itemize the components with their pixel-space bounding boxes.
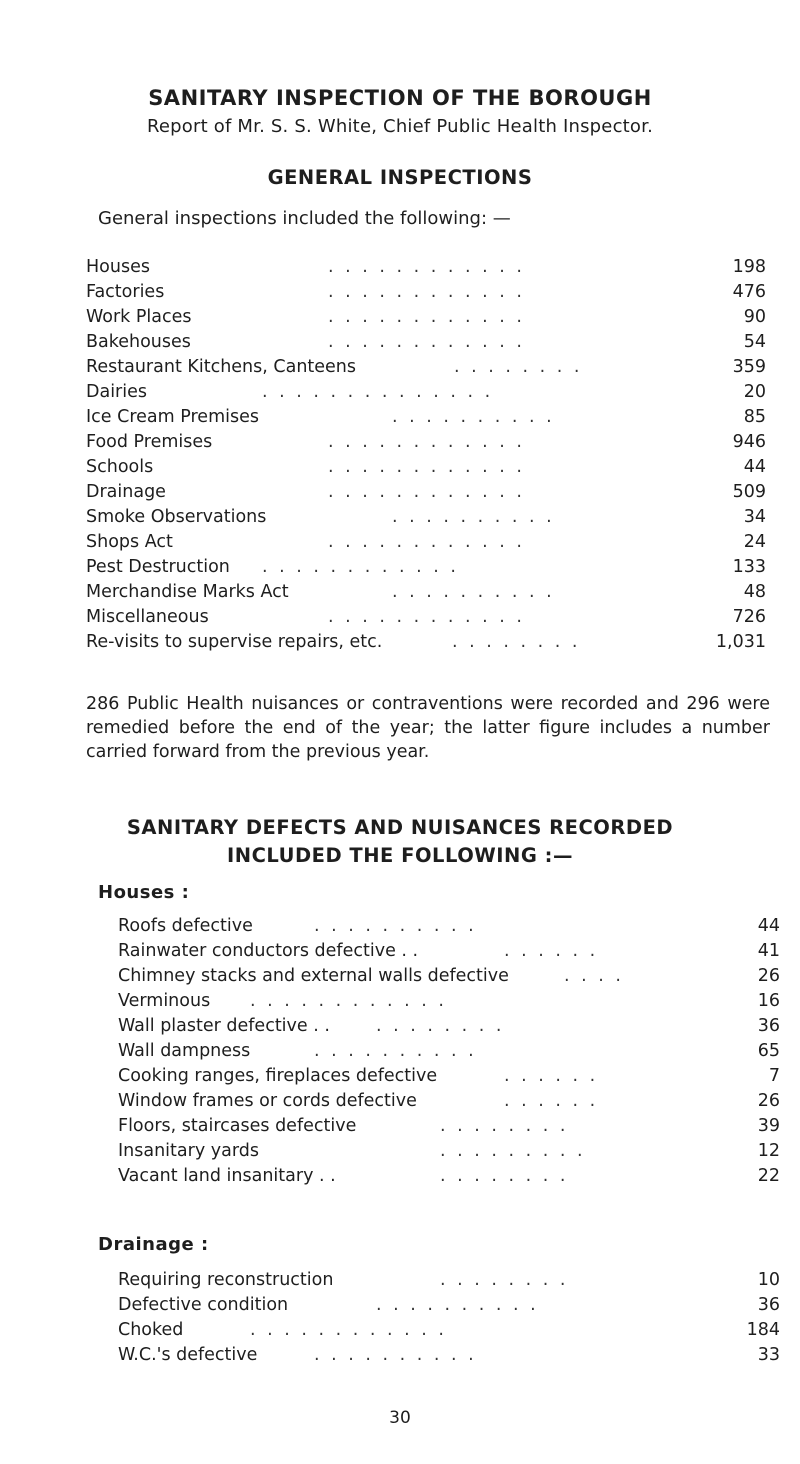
item-label: Wall dampness <box>118 1041 251 1061</box>
general-intro: General inspections included the following: — <box>98 208 511 229</box>
item-label: Roofs defective <box>118 916 253 936</box>
item-label: Pest Destruction <box>86 557 230 577</box>
leader-dots: . . . . . . <box>504 1091 599 1111</box>
leader-dots: . . . . . . . . . . <box>392 582 555 602</box>
item-value: 54 <box>743 332 766 352</box>
item-label: Dairies <box>86 382 148 402</box>
page-subtitle: Report of Mr. S. S. White, Chief Public Health Inspector. <box>146 116 654 137</box>
item-value: 85 <box>743 407 766 427</box>
list-item <box>118 1089 780 1113</box>
item-value: 946 <box>732 432 766 452</box>
item-value: 44 <box>757 916 780 936</box>
leader-dots: . . . . . . . . . . <box>392 407 555 427</box>
list-item <box>118 1039 780 1063</box>
item-value: 10 <box>757 1270 780 1290</box>
leader-dots: . . . . . . . . . . . . <box>328 607 525 627</box>
item-value: 41 <box>757 941 780 961</box>
item-value: 198 <box>732 257 766 277</box>
item-label: Drainage <box>86 482 166 502</box>
leader-dots: . . . . . . . . . . <box>314 1041 477 1061</box>
item-label: Food Premises <box>86 432 213 452</box>
list-item <box>118 1014 780 1038</box>
houses-heading: Houses : <box>98 882 190 903</box>
item-label: Ice Cream Premises <box>86 407 259 427</box>
leader-dots: . . . . . . . . . . <box>314 1345 477 1365</box>
item-value: 22 <box>757 1166 780 1186</box>
leader-dots: . . . . . . . . <box>454 357 583 377</box>
item-value: 133 <box>732 557 766 577</box>
item-value: 34 <box>743 507 766 527</box>
item-value: 48 <box>743 582 766 602</box>
item-label: Cooking ranges, fireplaces defective <box>118 1066 438 1086</box>
item-label: Insanitary yards <box>118 1141 259 1161</box>
leader-dots: . . . . . . . . . . . . <box>262 557 459 577</box>
leader-dots: . . . . . . . . . . . . <box>328 257 525 277</box>
leader-dots: . . . . . . . . . . . . <box>328 532 525 552</box>
list-item <box>118 1164 780 1188</box>
list-item <box>86 355 766 379</box>
list-item <box>118 1318 780 1342</box>
item-value: 90 <box>743 307 766 327</box>
item-value: 33 <box>757 1345 780 1365</box>
item-value: 359 <box>732 357 766 377</box>
list-item <box>86 580 766 604</box>
item-label: Chimney stacks and external walls defective <box>118 966 509 986</box>
item-label: Window frames or cords defective <box>118 1091 417 1111</box>
item-value: 36 <box>757 1295 780 1315</box>
list-item <box>86 530 766 554</box>
item-value: 36 <box>757 1016 780 1036</box>
list-item <box>118 1293 780 1317</box>
item-value: 509 <box>732 482 766 502</box>
leader-dots: . . . . . . . . . . . . <box>250 991 447 1011</box>
list-item <box>86 480 766 504</box>
item-value: 44 <box>743 457 766 477</box>
item-value: 12 <box>757 1141 780 1161</box>
item-label: Verminous <box>118 991 211 1011</box>
leader-dots: . . . . <box>564 966 624 986</box>
leader-dots: . . . . . . . . <box>440 1116 569 1136</box>
nuisances-summary: 286 Public Health nuisances or contraventions were recorded and 296 were remedied before the end of the year; the latter figure includes a number carried forward from the previous year. <box>86 694 770 762</box>
list-item <box>86 505 766 529</box>
item-value: 476 <box>732 282 766 302</box>
leader-dots: . . . . . . . . <box>440 1166 569 1186</box>
leader-dots: . . . . . . . . . . <box>376 1295 539 1315</box>
page-number: 30 <box>389 1408 411 1428</box>
list-item <box>86 255 766 279</box>
list-item <box>86 330 766 354</box>
leader-dots: . . . . . . . . . . <box>392 507 555 527</box>
item-label: Merchandise Marks Act <box>86 582 289 602</box>
leader-dots: . . . . . . . . . . . . <box>328 282 525 302</box>
item-value: 726 <box>732 607 766 627</box>
item-label: Vacant land insanitary . . <box>118 1166 336 1186</box>
leader-dots: . . . . . . . . . . . . <box>328 432 525 452</box>
leader-dots: . . . . . . . . . . <box>314 916 477 936</box>
leader-dots: . . . . . . . . <box>376 1016 505 1036</box>
item-label: Work Places <box>86 307 192 327</box>
list-item <box>118 914 780 938</box>
list-item <box>118 1139 780 1163</box>
list-item <box>86 280 766 304</box>
leader-dots: . . . . . . <box>504 941 599 961</box>
item-label: Floors, staircases defective <box>118 1116 357 1136</box>
item-label: W.C.'s defective <box>118 1345 258 1365</box>
leader-dots: . . . . . . . . <box>452 632 581 652</box>
general-inspections-heading: GENERAL INSPECTIONS <box>267 166 533 189</box>
list-item <box>86 555 766 579</box>
list-item <box>118 1268 780 1292</box>
list-item <box>86 305 766 329</box>
drainage-heading: Drainage : <box>98 1234 209 1255</box>
list-item <box>86 455 766 479</box>
item-label: Wall plaster defective . . <box>118 1016 330 1036</box>
item-label: Choked <box>118 1320 184 1340</box>
leader-dots: . . . . . . . . . . . . <box>328 482 525 502</box>
item-value: 7 <box>768 1066 780 1086</box>
leader-dots: . . . . . . . . . . . . <box>328 332 525 352</box>
leader-dots: . . . . . . <box>504 1066 599 1086</box>
item-label: Schools <box>86 457 154 477</box>
list-item <box>118 989 780 1013</box>
item-value: 1,031 <box>715 632 766 652</box>
item-label: Restaurant Kitchens, Canteens <box>86 357 357 377</box>
item-value: 16 <box>757 991 780 1011</box>
item-value: 39 <box>757 1116 780 1136</box>
item-label: Rainwater conductors defective . . <box>118 941 419 961</box>
list-item <box>86 405 766 429</box>
item-label: Re-visits to supervise repairs, etc. <box>86 632 383 652</box>
list-item <box>118 964 780 988</box>
item-label: Shops Act <box>86 532 173 552</box>
list-item <box>118 1114 780 1138</box>
item-label: Miscellaneous <box>86 607 209 627</box>
item-label: Houses <box>86 257 150 277</box>
item-value: 184 <box>746 1320 780 1340</box>
item-label: Requiring reconstruction <box>118 1270 334 1290</box>
defects-heading-line1: SANITARY DEFECTS AND NUISANCES RECORDED <box>126 816 674 839</box>
leader-dots: . . . . . . . . . . . . <box>250 1320 447 1340</box>
leader-dots: . . . . . . . . . <box>440 1141 586 1161</box>
list-item <box>86 605 766 629</box>
leader-dots: . . . . . . . . <box>440 1270 569 1290</box>
leader-dots: . . . . . . . . . . . . . . <box>262 382 494 402</box>
item-value: 26 <box>757 966 780 986</box>
list-item <box>86 630 766 654</box>
list-item <box>118 1343 780 1367</box>
item-value: 65 <box>757 1041 780 1061</box>
item-label: Bakehouses <box>86 332 191 352</box>
item-value: 26 <box>757 1091 780 1111</box>
defects-heading-line2: INCLUDED THE FOLLOWING :— <box>227 844 573 867</box>
list-item <box>86 430 766 454</box>
list-item <box>118 1064 780 1088</box>
leader-dots: . . . . . . . . . . . . <box>328 457 525 477</box>
item-value: 20 <box>743 382 766 402</box>
item-label: Factories <box>86 282 165 302</box>
list-item <box>86 380 766 404</box>
list-item <box>118 939 780 963</box>
item-label: Smoke Observations <box>86 507 267 527</box>
page-title: SANITARY INSPECTION OF THE BOROUGH <box>148 86 652 110</box>
item-value: 24 <box>743 532 766 552</box>
leader-dots: . . . . . . . . . . . . <box>328 307 525 327</box>
item-label: Defective condition <box>118 1295 289 1315</box>
